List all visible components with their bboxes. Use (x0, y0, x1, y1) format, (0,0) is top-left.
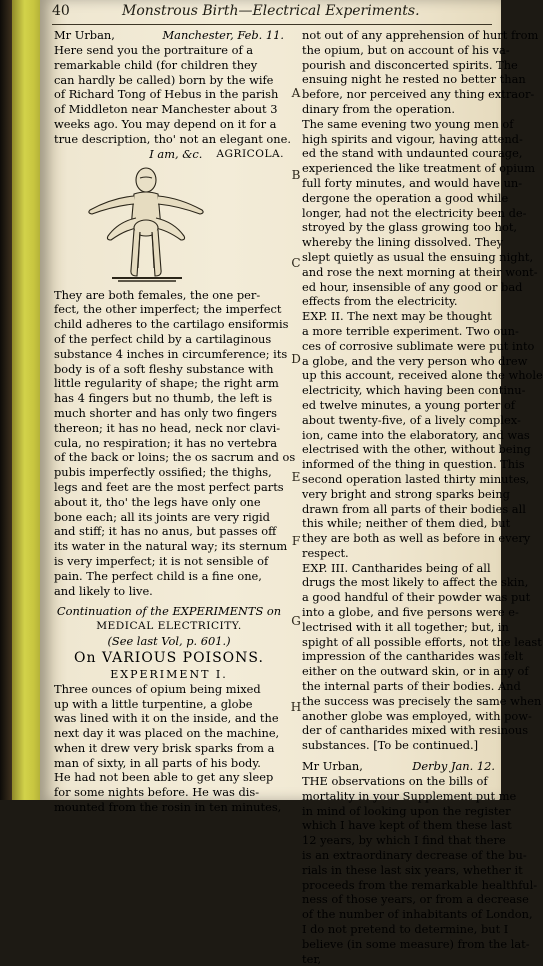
text-line: a good handful of their powder was put (302, 590, 531, 605)
text-line: lectrised with it all together; but, in (302, 619, 509, 634)
experiment1-body (54, 682, 284, 815)
continuation-title: Continuation of the EXPERIMENTS on (56, 604, 282, 619)
text-line: der of cantharides mixed with resinous (302, 723, 529, 738)
description-line: of the perfect child by a cartilaginous (54, 331, 272, 346)
second-letter-salutation: Mr Urban, (302, 759, 363, 774)
letter-line: ter, (302, 951, 322, 966)
text-line: informed of the thing in question. This (302, 457, 525, 472)
right-column (302, 28, 543, 966)
letter-signoff (54, 147, 284, 162)
description-line: substance 4 inches in circumference; its (54, 346, 288, 361)
letter-line: of Middleton near Manchester about 3 (54, 102, 278, 117)
letter-line: proceeds from the remarkable healthful- (302, 877, 538, 892)
letter-line: in mind of looking upon the register (302, 803, 511, 818)
text-line: The same evening two young men of (302, 116, 514, 131)
letter-closing: I am, &c. (149, 146, 203, 161)
text-line: they are both as well as before in every (302, 531, 531, 546)
text-line: a globe, and the very person who drew (302, 353, 528, 368)
text-line: electrised with the other, without being (302, 442, 531, 457)
description-line: and likely to live. (54, 583, 153, 598)
text-line: either on the outward skin, or in any of (302, 664, 529, 679)
text-line: ed twelve minutes, a young porter of (302, 397, 516, 412)
text-line: pourish and disconcerted spirits. The (302, 57, 518, 72)
letter-line: true description, tho' not an elegant one. (54, 131, 291, 146)
description-line: child adheres to the cartilago ensiformis (54, 317, 289, 332)
description-line: cula, no respiration; it has no vertebra (54, 435, 277, 450)
margin-letter: F (291, 534, 301, 548)
description-line: legs and feet are the most perfect parts (54, 479, 284, 494)
text-line: into a globe, and five persons were e- (302, 605, 519, 620)
letter-line: of Richard Tong of Hebus in the parish (54, 87, 279, 102)
text-line: respect. (302, 545, 349, 560)
letter-line: ness of those years, or from a decrease (302, 892, 529, 907)
text-line: high spirits and vigour, having attend- (302, 131, 523, 146)
text-line: drugs the most likely to affect the skin, (302, 575, 529, 590)
text-line: EXP. III. Cantharides being of all (302, 560, 491, 575)
letter-line: rials in these last six years, whether it (302, 862, 523, 877)
text-line: another globe was employed, with pow- (302, 708, 532, 723)
letter-line: 12 years, by which I find that there (302, 833, 506, 848)
text-line: a more terrible experiment. Two oun- (302, 323, 519, 338)
text-line: dinary from the operation. (302, 101, 455, 116)
letter-line: is an extraordinary decrease of the bu- (302, 848, 527, 863)
description-line: fect, the other imperfect; the imperfect (54, 302, 282, 317)
letter-heading (54, 28, 284, 43)
description-line: little regularity of shape; the right arm (54, 376, 279, 391)
text-line: stroyed by the glass growing too hot, (302, 220, 518, 235)
experiment-line: up with a little turpentine, a globe (54, 696, 253, 711)
description-line: its water in the natural way; its sternum (54, 539, 288, 554)
text-line: ed the stand with undaunted courage, (302, 146, 523, 161)
description-line: body is of a soft fleshy substance with (54, 361, 274, 376)
description-body (54, 287, 296, 599)
margin-letter: B (291, 168, 301, 182)
experiment-continued-body (302, 28, 543, 753)
letter-line: which I have kept of them these last (302, 818, 512, 833)
text-line: full forty minutes, and would have un- (302, 175, 523, 190)
letter-line: THE observations on the bills of (302, 774, 488, 789)
experiment-line: Three ounces of opium being mixed (54, 681, 261, 696)
margin-letter: E (291, 470, 301, 484)
description-line: and stiff; it has no anus, but passes off (54, 524, 277, 539)
margin-letter: A (291, 86, 301, 100)
description-line: bone each; all its joints are very rigid (54, 509, 270, 524)
letter-line: of the number of inhabitants of London, (302, 907, 533, 922)
letter-salutation: Mr Urban, (54, 28, 115, 42)
left-column (54, 28, 296, 815)
text-line: longer, had not the electricity been de- (302, 205, 527, 220)
text-line: whereby the lining dissolved. They (302, 235, 504, 250)
description-line: has 4 fingers but no thumb, the left is (54, 391, 273, 406)
text-line: substances. [To be continued.] (302, 738, 479, 753)
experiment-line: He had not been able to get any sleep (54, 770, 274, 785)
text-line: slept quietly as usual the ensuing night, (302, 249, 534, 264)
margin-letter: H (290, 700, 302, 714)
description-line: about it, tho' the legs have only one (54, 494, 261, 509)
margin-letter: D (291, 352, 301, 366)
margin-letter: G (291, 614, 301, 628)
text-line: not out of any apprehension of hurt from (302, 28, 539, 42)
experiment-line: when it drew very brisk sparks from a (54, 740, 275, 755)
text-line: ensuing night he rested no better than (302, 72, 526, 87)
running-head-title: Monstrous Birth—Electrical Experiments. (122, 3, 420, 19)
letter-line: remarkable child (for children they (54, 57, 258, 72)
continuation-subject: MEDICAL ELECTRICITY. (96, 620, 242, 633)
experiment-title: EXPERIMENT I. (110, 667, 228, 681)
letter-signature: AGRICOLA. (216, 147, 284, 160)
text-line: very bright and strong sparks being (302, 486, 510, 501)
margin-letter: C (291, 256, 301, 270)
description-line: thereon; it has no head, neck nor clavi- (54, 420, 281, 435)
text-line: the success was precisely the same when (302, 693, 542, 708)
text-line: about twenty-five, of a lively complex- (302, 412, 521, 427)
second-letter-place-date: Derby Jan. 12. (412, 759, 495, 774)
letter-line: I do not pretend to determine, but I (302, 922, 509, 937)
experiment-line: for some nights before. He was dis- (54, 785, 260, 800)
letter-line: believe (in some measure) from the lat- (302, 936, 530, 951)
text-line: drawn from all parts of their bodies all (302, 501, 526, 516)
text-line: effects from the electricity. (302, 294, 458, 309)
letter-line: weeks ago. You may depend on it for a (54, 116, 277, 131)
header-rule (52, 24, 492, 25)
continuation-reference: (See last Vol, p. 601.) (107, 633, 231, 648)
second-letter-heading (302, 759, 495, 774)
text-line: ces of corrosive sublimate were put into (302, 338, 535, 353)
experiment-line: mounted from the rosin in ten minutes, (54, 800, 282, 815)
second-letter-body (302, 774, 538, 966)
text-line: the opium, but on account of his va- (302, 42, 510, 57)
text-line: ion, came into the elaboratory, and was (302, 427, 530, 442)
text-line: experienced the like treatment of opium (302, 161, 536, 176)
description-line: pain. The perfect child is a fine one, (54, 568, 262, 583)
text-line: this while; neither of them died, but (302, 516, 511, 531)
page-number: 40 (52, 3, 70, 19)
letter-line: mortality in your Supplement put me (302, 788, 517, 803)
letter-body (54, 43, 291, 147)
letter-line: can hardly be called) born by the wife (54, 72, 274, 87)
letter-place-date: Manchester, Feb. 11. (162, 28, 284, 42)
letter-line: Here send you the portraiture of a (54, 43, 254, 57)
text-line: impression of the cantharides was felt (302, 649, 524, 664)
text-line: spight of all possible efforts, not the least (302, 634, 542, 649)
text-line: second operation lasted thirty minutes, (302, 471, 530, 486)
experiment-line: man of sixty, in all parts of his body. (54, 755, 261, 770)
description-line: of the back or loins; the os sacrum and os (54, 450, 296, 465)
description-line: much shorter and has only two fingers (54, 405, 277, 420)
description-line: is very imperfect; it is not sensible of (54, 553, 269, 568)
text-line: dergone the operation a good while (302, 190, 509, 205)
text-line: and rose the next morning at their wont- (302, 264, 538, 279)
text-line: ed hour, insensible of any good or bad (302, 279, 523, 294)
running-head (52, 3, 492, 25)
section-title: On VARIOUS POISONS. (74, 649, 264, 666)
text-line: up this account, received alone the whole (302, 368, 543, 383)
text-line: electricity, which having been continu- (302, 383, 526, 398)
description-line: They are both females, the one per- (54, 287, 261, 302)
experiment-line: was lined with it on the inside, and the (54, 711, 279, 726)
text-line: EXP. II. The next may be thought (302, 309, 492, 324)
text-line: the internal parts of their bodies. And (302, 679, 521, 694)
experiment-line: next day it was placed on the machine, (54, 726, 280, 741)
conjoined-twins-engraving (84, 166, 224, 284)
text-line: before, nor perceived any thing extraor- (302, 87, 535, 102)
description-line: pubis imperfectly ossified; the thighs, (54, 465, 272, 480)
